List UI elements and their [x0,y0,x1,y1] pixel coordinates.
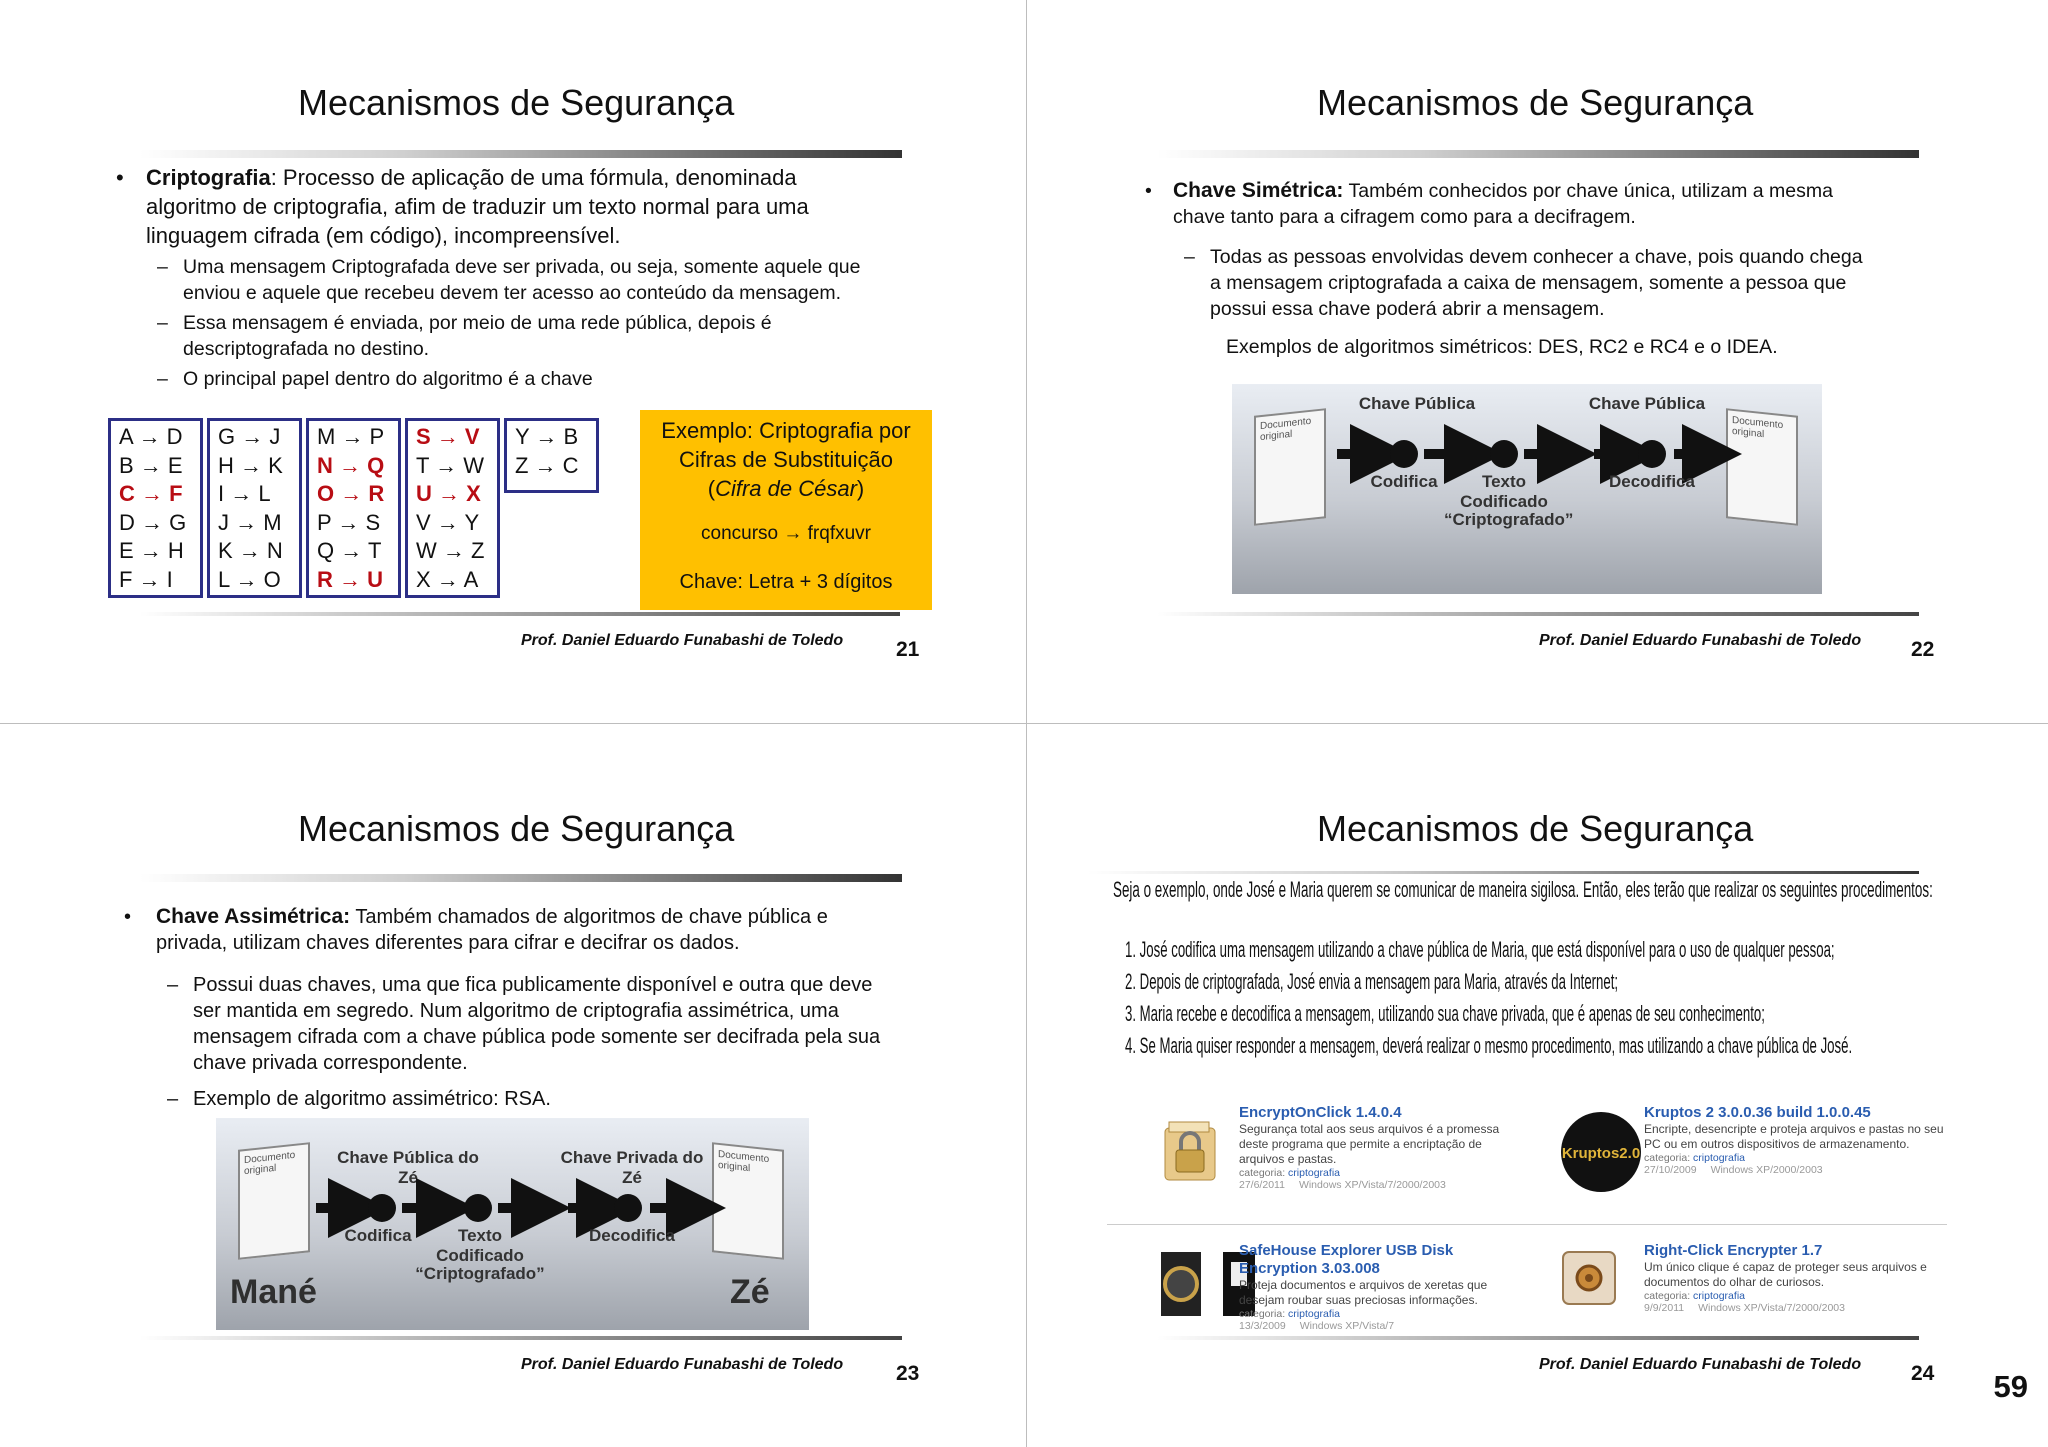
document-original-left: Documento original [1254,408,1326,526]
cipher-pair: K → N [218,538,283,563]
slide-22 [1027,0,2048,723]
slide-title: Mecanismos de Segurança [298,808,735,849]
sub-bullet-text: a mensagem criptografada a caixa de mensagem, somente a pessoa que [1210,272,1847,294]
cipher-pair: M → P [317,424,385,449]
sub-bullet-text: possui essa chave poderá abrir a mensagem. [1210,298,1605,320]
example-cifra-name: Cifra de César [715,476,857,501]
step-number: 3. [1125,1001,1140,1026]
step-number: 4. [1125,1033,1140,1058]
software-date: 27/6/2011 [1239,1179,1285,1191]
step-number: 2. [1125,969,1140,994]
software-date: 27/10/2009 [1644,1164,1697,1176]
cipher-column-4 [405,418,500,598]
bullet-term: Chave Assimétrica: [156,905,351,928]
example-word: concurso → frqfxuvr [701,523,871,544]
dash-marker: – [157,368,168,390]
software-meta [1239,1320,1519,1332]
software-meta [1239,1179,1519,1191]
dash-marker: – [1184,246,1195,268]
category-label: categoria: [1644,1290,1691,1302]
footer-rule [140,1336,902,1340]
cipher-pair: Q → T [317,538,382,563]
software-name[interactable]: Kruptos 2 3.0.0.36 build 1.0.0.45 [1644,1104,1871,1121]
bullet-criptografia [116,163,906,250]
slide-number: 24 [1911,1362,1935,1385]
slide-title: Mecanismos de Segurança [1317,808,1754,849]
cipher-pair: A → D [119,424,183,449]
example-cifra: (Cifra de César) [707,476,865,501]
footer-author: Prof. Daniel Eduardo Funabashi de Toledo [521,632,844,649]
dash-marker: – [157,256,168,278]
software-category [1644,1152,1944,1164]
sub-bullet-text: Uma mensagem Criptografada deve ser privada, ou seja, somente aquele que [183,256,861,278]
footer-rule [1157,1336,1919,1340]
example-box [640,410,932,610]
cipher-pair: Y → B [515,424,579,449]
key-label-right: Chave Privada do Zé [560,1148,704,1187]
bullet-text: Também chamados de algoritmos de chave pública e [350,906,828,928]
sub-bullet-text: Todas as pessoas envolvidas devem conhecer a chave, pois quando chega [1210,246,1863,268]
kruptos-logo-text: Kruptos2.0 [1561,1145,1641,1162]
cipher-pair: W → Z [416,538,485,563]
category-label: categoria: [1239,1167,1286,1179]
document-original-right: Documento original [712,1142,784,1260]
asymmetric-diagram [216,1118,809,1330]
category-link[interactable]: criptografia [1693,1152,1745,1164]
step-criptografado: “Criptografado” [1444,510,1574,529]
bullet-dot: • [124,906,132,928]
person-mane: Mané [230,1273,317,1311]
cipher-pair: S → V [416,424,480,449]
dash-marker: – [167,1088,179,1110]
cipher-pair: O → R [317,481,385,506]
example-subtitle: Cifras de Substituição [679,447,893,472]
cipher-pair: R → U [317,566,383,592]
software-entry[interactable] [1644,1104,1944,1176]
sub-bullet-text: descriptografada no destino. [183,338,430,360]
bullet-chave-simetrica [1145,178,1933,230]
sub-bullet-text: mensagem cifrada com a chave pública pode somente ser decifrada pela sua [193,1026,881,1048]
software-date: 13/3/2009 [1239,1320,1286,1332]
category-label: categoria: [1644,1152,1691,1164]
intro-text: Seja o exemplo, onde José e Maria querem se comunicar de maneira sigilosa. Então, eles terão que realizar os seguintes procedimentos: [1113,877,1933,902]
footer-rule [140,612,900,616]
step-text: Se Maria quiser responder a mensagem, deverá realizar o mesmo procedimento, mas utilizando a chave pública de José. [1139,1033,1853,1058]
cipher-pair: F → I [119,566,173,592]
dash-marker: – [167,974,179,996]
cipher-pair: P → S [317,509,381,535]
software-name[interactable]: Right-Click Encrypter 1.7 [1644,1242,1823,1259]
bullet-term: Chave Simétrica: [1173,179,1344,202]
example-title: Exemplo: Criptografia por [661,418,911,443]
title-rule [1087,871,1919,874]
sub-bullet-text: chave privada correspondente. [193,1052,468,1074]
software-name[interactable]: SafeHouse Explorer USB Disk Encryption 3.03.008 [1239,1242,1454,1277]
software-name[interactable]: EncryptOnClick 1.4.0.4 [1239,1104,1402,1121]
cipher-pair: J → M [218,509,282,535]
cipher-pair: U → X [416,481,481,506]
bullet-text: linguagem cifrada (em código), incompreensível. [146,223,621,248]
software-description: Um único clique é capaz de proteger seus arquivos e documentos do olhar de curiosos. [1644,1260,1927,1289]
software-entry[interactable] [1239,1104,1519,1191]
slide-title: Mecanismos de Segurança [1317,82,1754,123]
bullet-dot: • [1145,180,1152,202]
procedure-step [1125,1032,1852,1060]
step-texto-codificado: Texto Codificado [1460,472,1548,511]
software-meta [1644,1302,1944,1314]
cipher-pair: L → O [218,566,281,592]
sheet-page-number: 59 [1993,1369,2028,1404]
sub-bullet [157,310,943,362]
step-decodifica: Decodifica [1609,472,1695,491]
sub-bullet [157,366,943,392]
sub-bullet [167,1086,953,1112]
software-category [1239,1167,1519,1179]
software-os: Windows XP/2000/2003 [1710,1164,1823,1176]
sub-bullet-text: O principal papel dentro do algoritmo é a chave [183,368,593,390]
key-label-right: Chave Pública [1588,394,1706,413]
sub-bullet-text: Possui duas chaves, uma que fica publicamente disponível e outra que deve [193,974,873,996]
software-meta [1644,1164,1944,1176]
software-description: Proteja documentos e arquivos de xeretas que desejam roubar suas preciosas informações. [1239,1278,1488,1307]
cipher-column-3 [306,418,401,598]
cipher-pair: H → K [218,452,283,478]
cipher-column-2 [207,418,302,598]
cipher-pair: N → Q [317,452,385,478]
bullet-dot: • [116,165,124,190]
bullet-text: privada, utilizam chaves diferentes para cifrar e decifrar os dados. [156,932,740,954]
document-original-left: Documento original [238,1142,310,1260]
software-row-divider [1107,1224,1947,1225]
title-rule [140,150,902,158]
software-os: Windows XP/Vista/7/2000/2003 [1698,1302,1845,1314]
cipher-pair: G → J [218,424,281,449]
bullet-text: chave tanto para a cifragem como para a decifragem. [1173,206,1636,228]
footer-author: Prof. Daniel Eduardo Funabashi de Toledo [521,1356,844,1373]
slide-title: Mecanismos de Segurança [298,82,735,123]
kruptos-logo-icon [1559,1110,1643,1199]
cipher-pair: E → H [119,538,184,563]
footer-author: Prof. Daniel Eduardo Funabashi de Toledo [1539,1356,1862,1373]
sub-bullet [1184,244,1970,322]
step-number: 1. [1125,937,1140,962]
cipher-pair: Z → C [515,452,579,478]
title-rule [1157,150,1919,158]
software-category [1239,1308,1519,1320]
software-date: 9/9/2011 [1644,1302,1685,1314]
category-link[interactable]: criptografia [1288,1308,1340,1320]
sub-bullet-text: ser mantida em segredo. Num algoritmo de criptografia assimétrica, uma [193,1000,839,1022]
slide-number: 21 [896,638,920,661]
footer-author: Prof. Daniel Eduardo Funabashi de Toledo [1539,632,1862,649]
cipher-column-5 [504,418,599,493]
dash-marker: – [157,312,168,334]
step-codifica: Codifica [344,1226,412,1245]
slide-24 [1027,724,2048,1447]
footer-rule [1157,612,1919,616]
sub-bullet [167,972,953,1076]
step-text: Maria recebe e decodifica a mensagem, utilizando sua chave privada, que é apenas de seu conhecimento; [1139,1001,1765,1026]
category-link[interactable]: criptografia [1693,1290,1745,1302]
symmetric-diagram [1232,384,1822,594]
slide-number: 23 [896,1362,920,1385]
software-os: Windows XP/Vista/7 [1299,1320,1395,1332]
cipher-pair: C → F [119,481,183,506]
step-text: José codifica uma mensagem utilizando a chave pública de Maria, que está disponível para o uso de qualquer pessoa; [1139,937,1835,962]
procedure-step [1125,936,1835,964]
bullet-text: algoritmo de criptografia, afim de traduzir um texto normal para uma [146,194,809,219]
cipher-pair: D → G [119,509,187,535]
cipher-column-1 [108,418,203,598]
software-entry[interactable] [1239,1242,1519,1332]
procedure-step [1125,968,1618,996]
step-criptografado: “Criptografado” [415,1264,545,1283]
category-label: categoria: [1239,1308,1286,1320]
procedure-step [1125,1000,1765,1028]
sub-bullet-text: enviou e aquele que recebeu devem ter acesso ao conteúdo da mensagem. [183,282,842,304]
slide-23 [0,724,1026,1447]
cipher-pair: B → E [119,452,183,478]
examples-line: Exemplos de algoritmos simétricos: DES, RC2 e RC4 e o IDEA. [1226,336,1778,358]
key-label-left: Chave Pública [1358,394,1476,413]
document-original-right: Documento original [1726,408,1798,526]
slide-21 [0,0,1026,723]
bullet-term: Criptografia [146,165,271,190]
padlock-folder-icon [1161,1110,1219,1187]
title-rule [140,874,902,882]
sub-bullet [157,254,943,306]
slide-number: 22 [1911,638,1935,661]
category-link[interactable]: criptografia [1288,1167,1340,1179]
cipher-pair: T → W [416,452,485,478]
cipher-pair: I → L [218,481,271,506]
step-text: Depois de criptografada, José envia a mensagem para Maria, através da Internet; [1139,969,1619,994]
bullet-text: Também conhecidos por chave única, utilizam a mesma [1343,180,1833,202]
bullet-text: : Processo de aplicação de uma fórmula, denominada [270,165,797,190]
cipher-pair: V → Y [416,509,480,535]
sub-bullet-text: Essa mensagem é enviada, por meio de uma rede pública, depois é [183,312,772,334]
safe-icon [1559,1248,1619,1313]
software-description: Encripte, desencripte e proteja arquivos e pastas no seu PC ou em outros dispositivos de armazenamento. [1644,1122,1944,1151]
cipher-pair: X → A [416,566,479,592]
software-category [1644,1290,1944,1302]
software-os: Windows XP/Vista/7/2000/2003 [1298,1179,1446,1191]
software-entry[interactable] [1644,1242,1944,1314]
step-texto-codificado: Texto Codificado [436,1226,524,1265]
key-label-left: Chave Pública do Zé [337,1148,479,1187]
person-ze: Zé [730,1273,770,1311]
step-codifica: Codifica [1370,472,1438,491]
software-description: Segurança total aos seus arquivos é a promessa deste programa que permite a encriptação de arquivos e pastas. [1239,1122,1500,1166]
example-key: Chave: Letra + 3 dígitos [679,571,893,593]
sub-bullet-text: Exemplo de algoritmo assimétrico: RSA. [193,1088,551,1110]
step-decodifica: Decodifica [589,1226,675,1245]
bullet-chave-assimetrica [124,904,916,956]
